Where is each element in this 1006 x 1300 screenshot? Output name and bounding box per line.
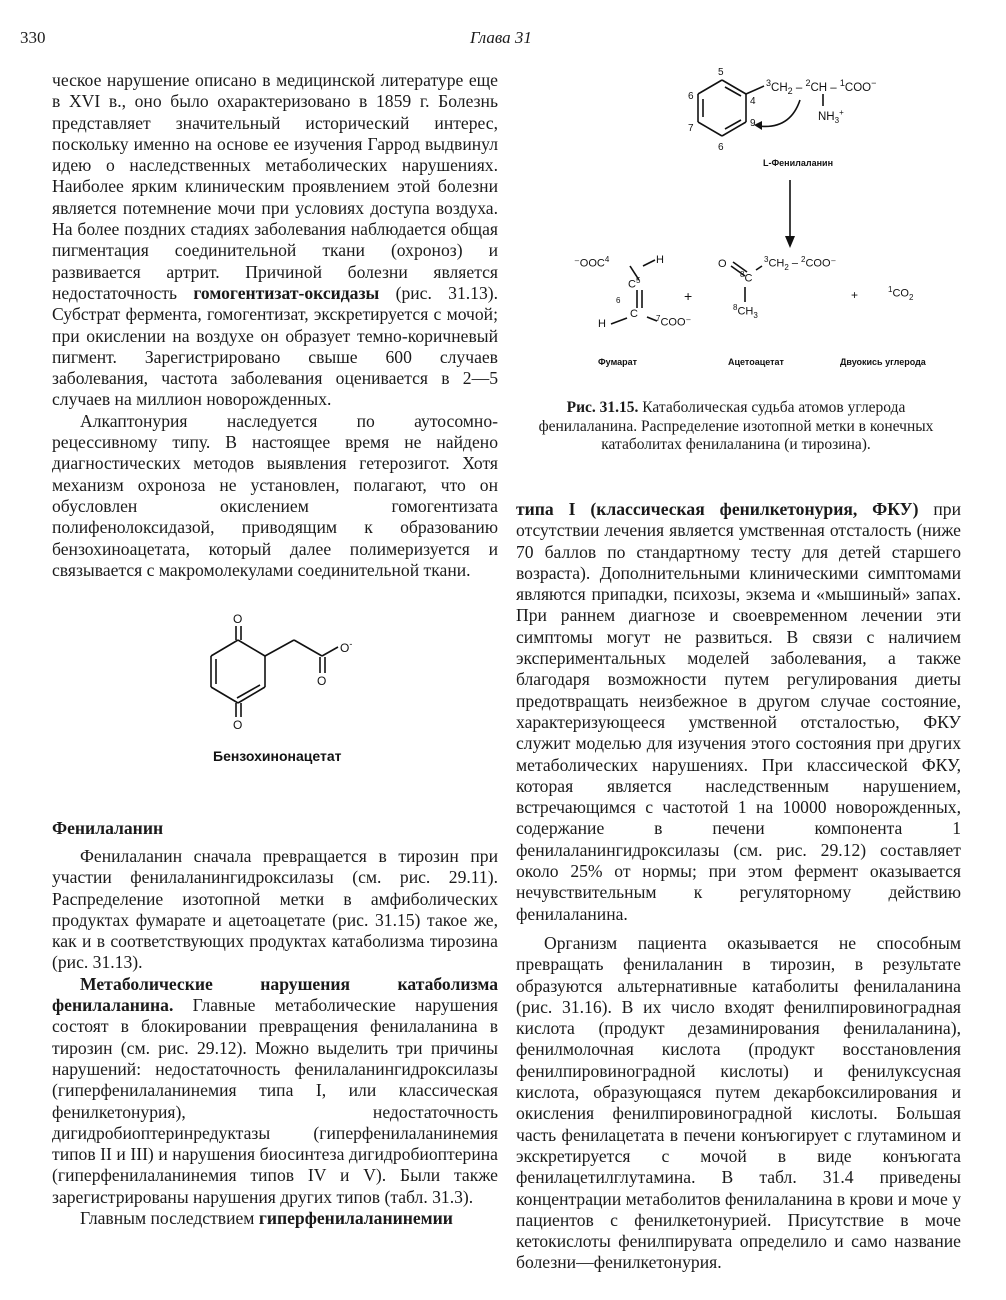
fumarate-h-bottom: H	[598, 318, 606, 330]
figure-top-formula: $^3CH_2 - ^2CH - ^1COO^-$	[766, 78, 877, 97]
paragraph-pku-symptoms: типа I (классическая фенилкетонурия, ФКУ) при отсутствии лечения является умственная отсталость (ниже 70 баллов по стандартному тесту для детей старшего возраста). Дополнительными клиническими симптомами являются припадки, психозы, экзема и «мышиный» запах. При раннем диагнозе и своевременном лечении эти симптомы могут не развиться. В связи с наличием экспериментальных моделей заболевания, а также благодаря возможности путем регулирования диеты предотвращать неизбежное в другом случае состояние, характеризующееся умственной отсталостью, ФКУ служит моделью для изучения этого состояния при других метаболических нарушениях. При классической ФКУ, которая является наследственным нарушением, встречающимся с частотой 1 на 10000 новорожденных, содержание в печени компонента 1 фенилаланингидроксилазы (см. рис. 29.12) составляет около 25% от нормы; при этом фермент оказывается нечувствительным к регуляторному действию фенилаланина.	[516, 499, 961, 924]
fumarate-h-top: H	[656, 254, 664, 266]
figure-amino-group: $NH_3^+$	[818, 108, 844, 126]
paragraph-alkaptonuria-inheritance: Алкаптонурия наследуется по аутосомно-рецессивному типу. В настоящее время не найдено диагностических методов выявления гетерозигот. Хотя механизм охроноза не установлен, полагают, что он обусловлен окислением гомогентизата полифенолоксидазой, приводящим к образованию бензохиноацетата, который далее полимеризуется и связывается с макромолекулами соединительной ткани.	[52, 410, 498, 580]
running-header: Глава 31	[470, 28, 532, 47]
ring-number-7: 7	[688, 123, 694, 134]
fumarate-label: Фумарат	[598, 357, 638, 367]
co2-label: Двуокись углерода	[840, 357, 926, 367]
structure-oxygen-bottom: O	[233, 718, 243, 732]
ring-number-6-lower: 6	[718, 142, 724, 153]
structure-oxygen-top: O	[233, 612, 243, 626]
ring-number-4: 4	[750, 96, 756, 107]
paragraph-alkaptonuria-history: ческое нарушение описано в медицинской литературе еще в XVI в., оно было охарактеризовано в 1859 г. Болезнь представляет значительный исторический интерес, поскольку именно на основе ее изучения Гаррод выдвинул идею о наследственных метаболических нарушениях. Наиболее ярким клиническим проявлением этой болезни является потемнение мочи при условиях доступа воздуха. На более поздних стадиях заболевания наблюдается общая пигментация соединительной ткани (охроноз) и развивается артрит. Причиной болезни является недостаточность гомогентизат-оксидазы (рис. 31.13). Субстрат фермента, гомогентизат, экскретируется с мочой; при окислении на воздухе он образует темно-коричневый пигмент. Зарегистрировано свыше 600 случаев заболевания, частота заболевания оценивается в 2—5 случаев на миллион новорожденных.	[52, 70, 499, 410]
figure-caption: Рис. 31.15. Катаболическая судьба атомов углерода фенилаланина. Распределение изотопной метки в конечных катаболитах фенилаланина (и тирозина).	[538, 399, 934, 453]
structure-carboxylate-oxygen: O-	[340, 639, 353, 655]
phenylalanine-label: L-Фенилаланин	[763, 158, 834, 168]
section-title: Фенилаланин	[52, 818, 164, 838]
page-number: 330	[20, 28, 46, 47]
co2-formula: $^1CO_2$	[888, 285, 914, 302]
fumarate-c-lower: C	[630, 308, 638, 320]
paragraph-alternative-catabolites: Организм пациента оказывается не способным превращать фенилаланин в тирозин, в результате образуются альтернативные катаболиты фенилаланина (рис. 31.16). В их число входят фенилпировиноградная кислота (продукт дезаминирования фенилаланина), фенилмолочная кислота (продукт восстановления фенилпировиноградной кислоты) и фенилуксусная кислота, образующаяся путем декарбоксилирования и окисления фенилпировиноградной кислоты. Большая часть фенилацетата в печени конъюгирует с глутамином и экскретируется с мочой в виде конъюгата фенилацетилглутамина. В табл. 31.4 приведены концентрации метаболитов фенилаланина в крови и моче у пациентов с фенилкетонурией. Присутствие в моче кетокислоты фенилпирувата определило и само название болезни—фенилкетонурия.	[516, 932, 961, 1273]
fumarate-coo: ⁻OOC$^4$	[574, 255, 610, 270]
paragraph-phenylalanine-intro: Фенилаланин сначала превращается в тирозин при участии фенилаланингидроксилазы (см. рис. 29.11). Распределение изотопной метки в амфиболических продуктах фумарате и ацетоацетате (рис. 31.15) такое же, как и в соответствующих продуктах катаболизма тирозина (рис. 31.13).	[52, 846, 498, 973]
right-column	[516, 499, 961, 1274]
ring-number-6-upper: 6	[688, 91, 694, 102]
paragraph-consequence: Главным последствием гиперфенилаланинемии	[80, 1208, 453, 1229]
plus-sign-1: +	[684, 288, 693, 304]
acetoacetate-c8: $^8$C	[740, 270, 753, 285]
acetoacetate-label: Ацетоацетат	[728, 357, 784, 367]
acetoacetate-ch2: $^3CH_2 - ^2COO^-$	[764, 255, 837, 272]
structure-carbonyl-oxygen: O	[317, 674, 327, 688]
structure-label: Бензохинонацетат	[213, 748, 342, 764]
acetoacetate-o: O	[718, 258, 727, 270]
ring-number-5: 5	[718, 67, 724, 78]
ring-number-9: 9	[750, 118, 756, 129]
acetoacetate-ch3: $^8CH_3$	[733, 303, 758, 320]
plus-sign-2: +	[851, 288, 859, 302]
paragraph-metabolic-disorders: Метаболические нарушения катаболизма фенилаланина. Главные метаболические нарушения состоят в блокировании превращения фенилаланина в тирозин (см. рис. 29.12). Можно выделить три причины нарушений: недостаточность фенилаланингидроксилазы (гиперфенилаланинемия типа I, или классическая фенилкетонурия), недостаточность дигидробиоптеринредуктазы (гиперфенилаланинемия типов II и III) и нарушения биосинтеза дигидробиоптерина (гиперфенилаланинемия типов IV и V). Были также зарегистрированы нарушения других типов (табл. 31.3).	[52, 973, 498, 1207]
fumarate-c6: 6	[616, 296, 621, 305]
fumarate-coo-lower: $^7$COO⁻	[656, 314, 692, 329]
fumarate-c5: $C^5$	[628, 276, 641, 291]
